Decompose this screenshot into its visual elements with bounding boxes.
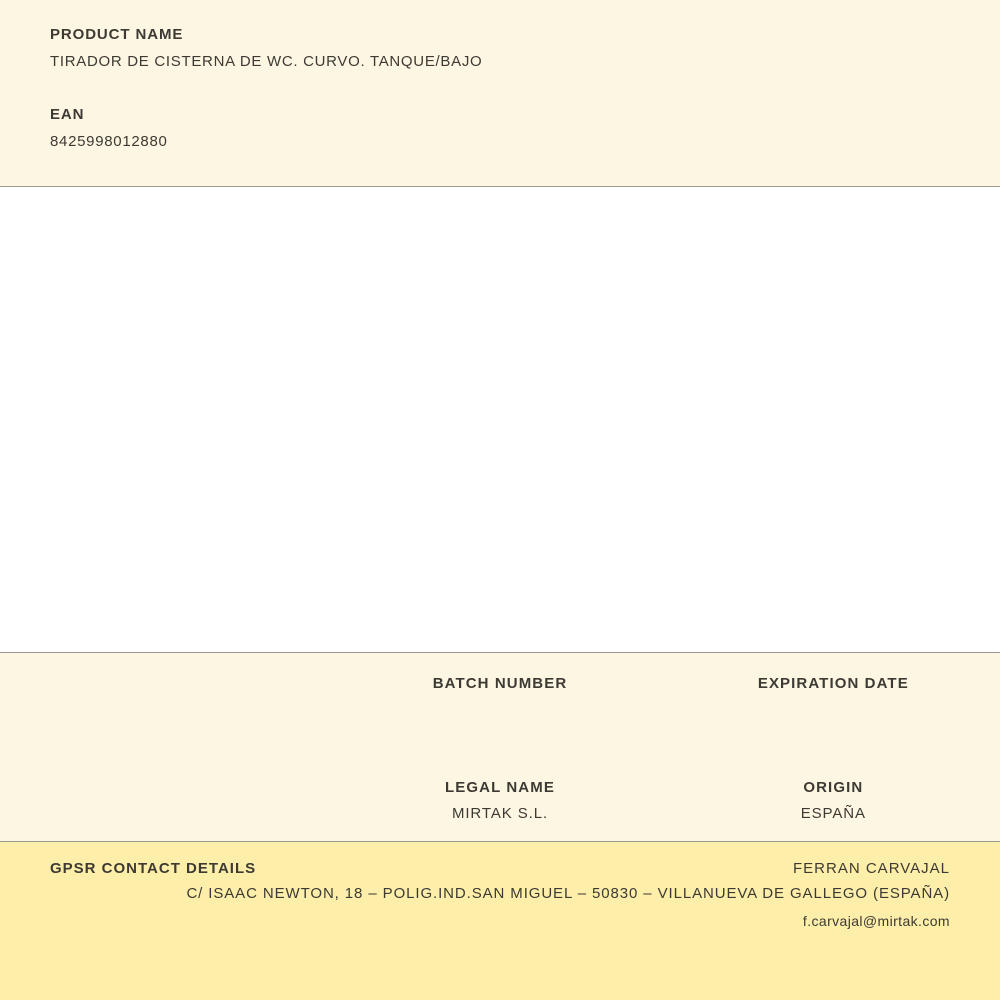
- footer-section: [0, 842, 1000, 1000]
- gpsr-contact-email: f.carvajal@mirtak.com: [802, 913, 950, 929]
- product-image-area: [0, 187, 1000, 653]
- ean-label: EAN: [50, 106, 85, 123]
- info-section: [0, 653, 1000, 842]
- expiration-date-value: [677, 701, 990, 719]
- info-spacer-left: [0, 675, 333, 719]
- footer-top-row: [50, 860, 950, 877]
- legal-name-value: MIRTAK S.L.: [451, 805, 549, 822]
- header-section: [0, 0, 1000, 187]
- origin-label: ORIGIN: [803, 779, 864, 796]
- legal-name-field: [333, 779, 666, 823]
- origin-value: ESPAÑA: [800, 805, 866, 822]
- info-row-batch-expiration: [0, 675, 1000, 719]
- expiration-date-label: EXPIRATION DATE: [757, 675, 909, 692]
- gpsr-contact-address: C/ ISAAC NEWTON, 18 – POLIG.IND.SAN MIGUEL – 50830 – VILLANUEVA DE GALLEGO (ESPAÑA): [186, 885, 950, 902]
- ean-field: [50, 106, 950, 150]
- product-name-value: TIRADOR DE CISTERNA DE WC. CURVO. TANQUE/BAJO: [50, 53, 483, 70]
- origin-field: [667, 779, 1000, 823]
- expiration-date-field: [667, 675, 1000, 719]
- product-name-field: [50, 26, 950, 70]
- batch-number-field: [333, 675, 666, 719]
- info-spacer-left-2: [0, 779, 333, 823]
- product-name-label: PRODUCT NAME: [50, 26, 184, 43]
- batch-number-value: [343, 701, 656, 719]
- batch-number-label: BATCH NUMBER: [432, 675, 568, 692]
- gpsr-contact-label: GPSR CONTACT DETAILS: [50, 860, 257, 877]
- gpsr-contact-name: FERRAN CARVAJAL: [793, 860, 950, 877]
- legal-name-label: LEGAL NAME: [445, 779, 555, 796]
- info-row-legal-origin: [0, 779, 1000, 823]
- ean-value: 8425998012880: [50, 133, 168, 150]
